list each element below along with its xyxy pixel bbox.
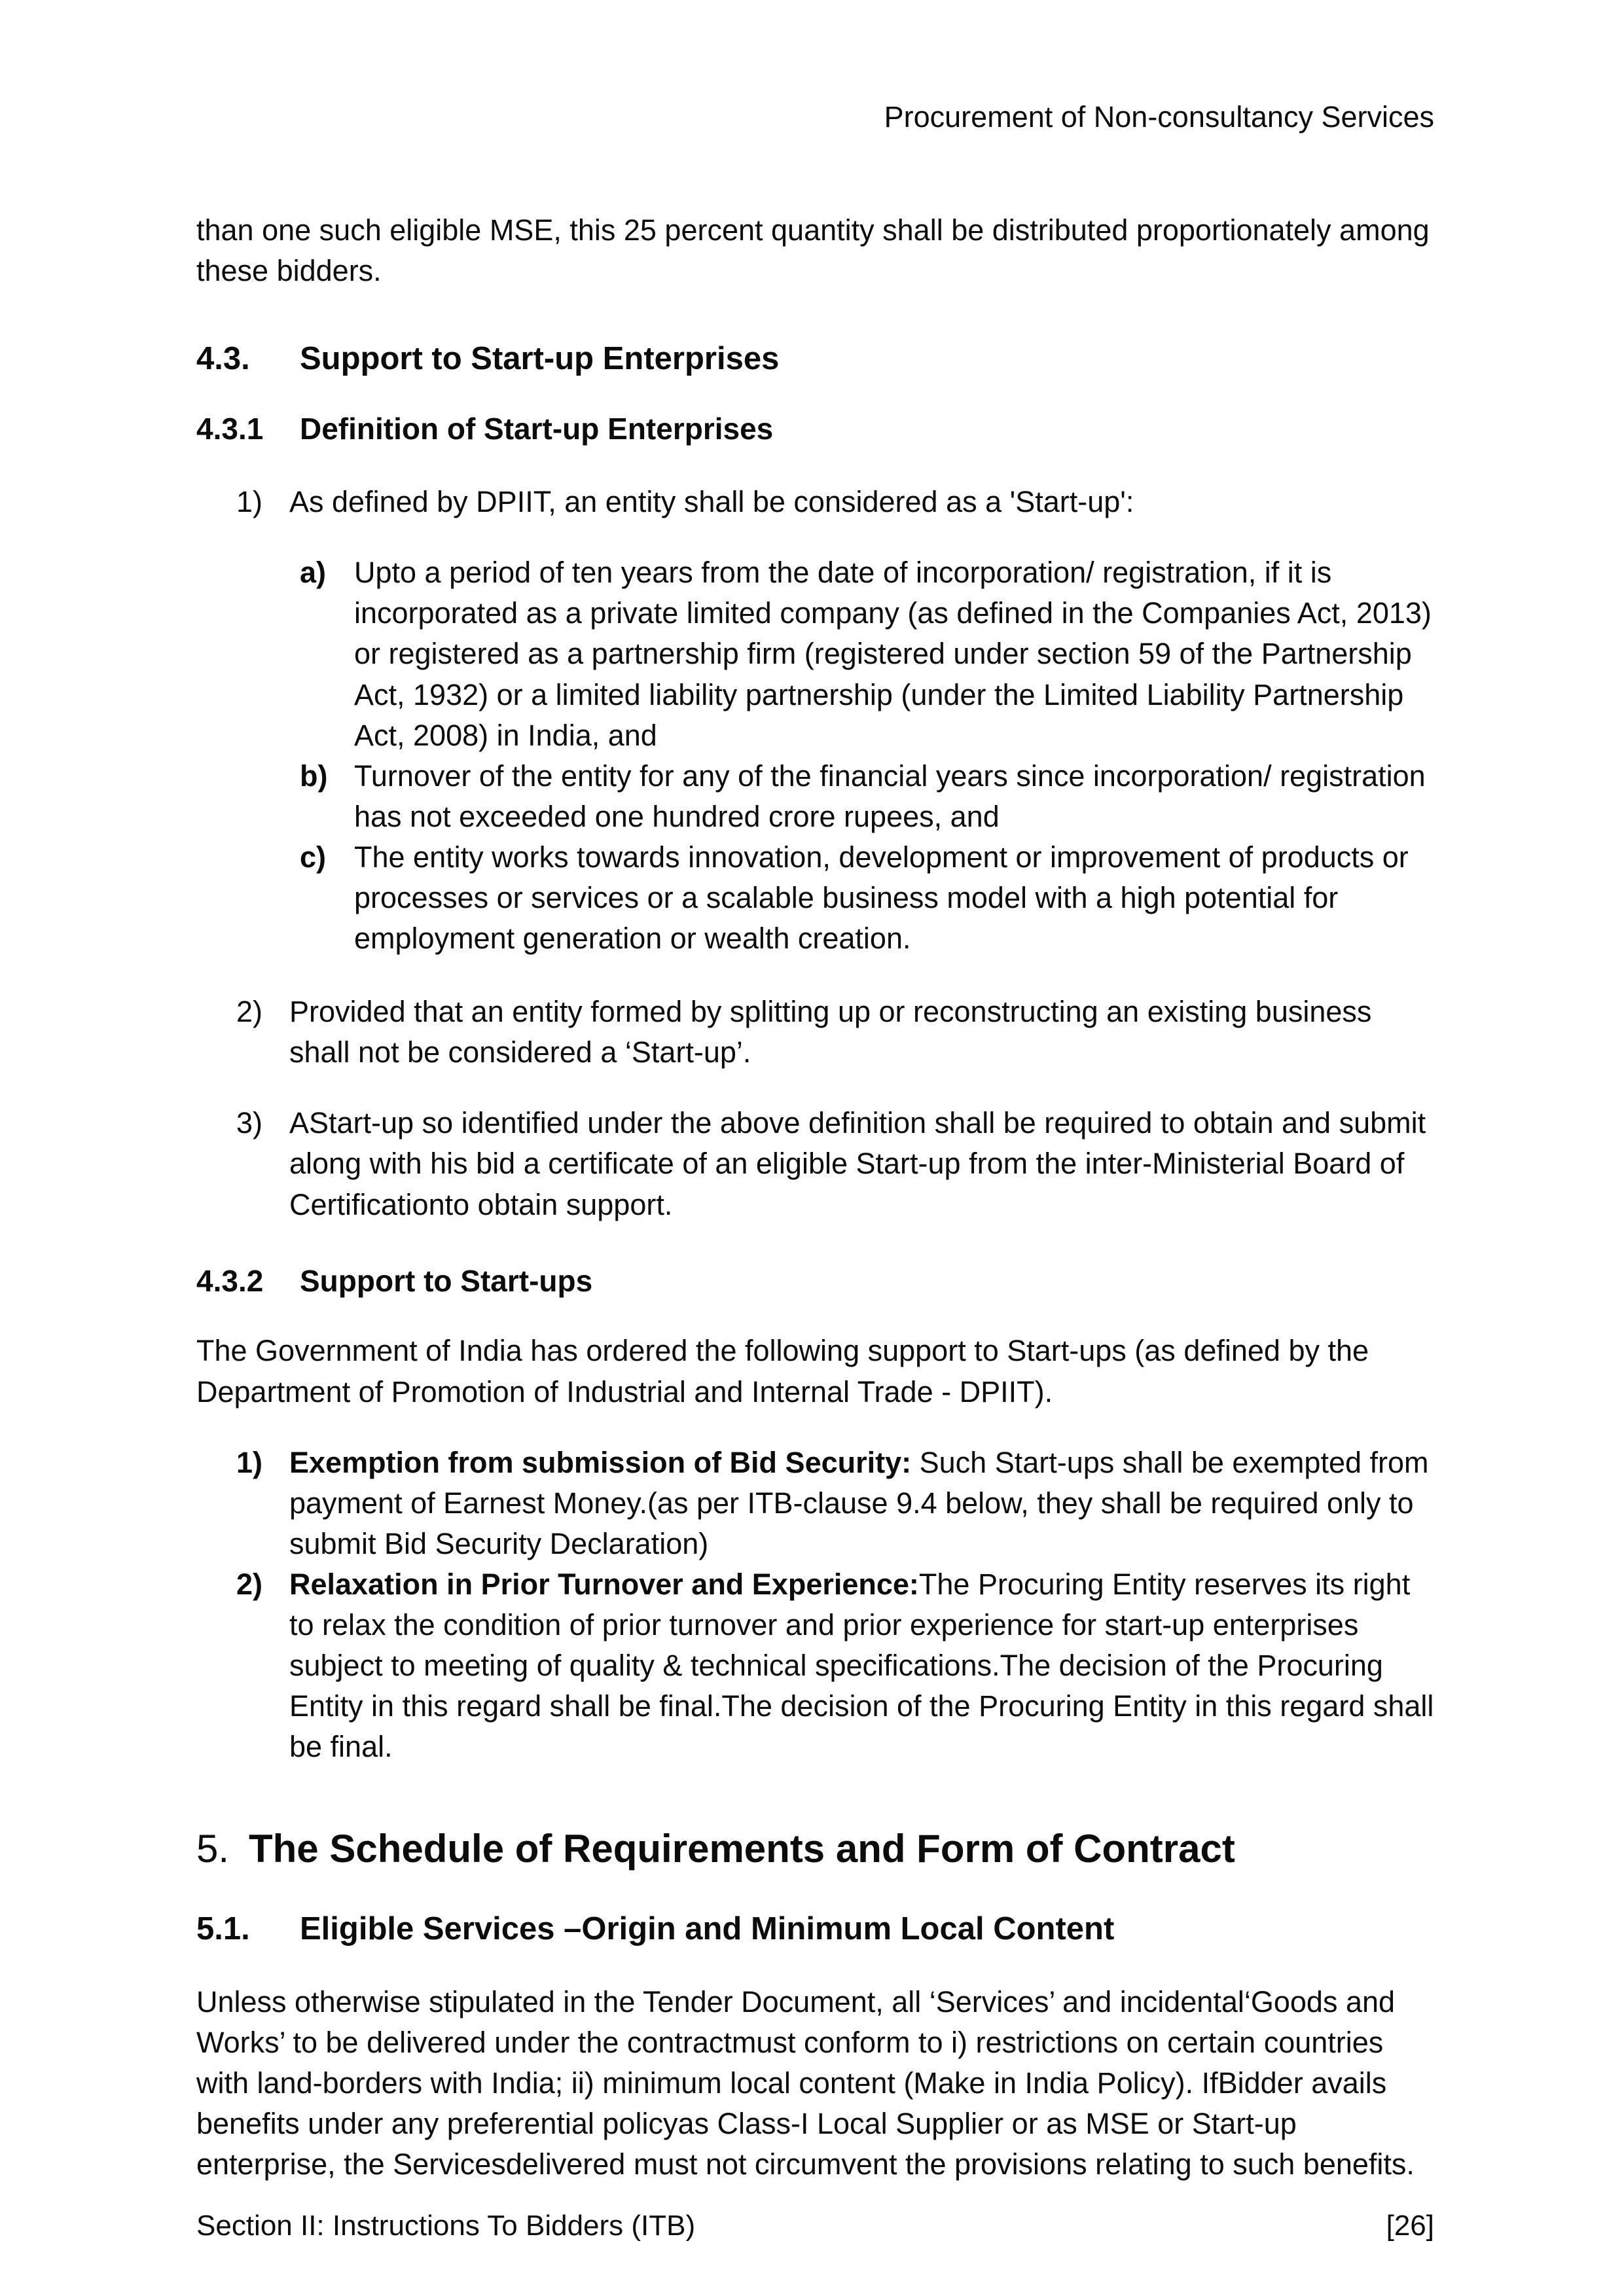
sublist-item-b-marker: b) [300, 759, 328, 793]
document-content [196, 210, 1434, 2185]
support-item-2-body: The Procuring Entity reserves its right to relax the condition of prior turnover and prior experience for start-up enterprises subject to meeting of quality & technical specifications.The decision of the Procuring Entity in this regard shall be final.The decision of the Procuring Entity in this regard shall be final. [289, 1567, 1434, 1764]
heading-5-1-number: 5.1. [196, 1911, 250, 1947]
support-item-1-lead: Exemption from submission of Bid Security: [289, 1445, 912, 1479]
paragraph-5-1: Unless otherwise stipulated in the Tender Document, all ‘Services’ and incidental‘Goods and Works’ to be delivered under the contractmust conform to i) restrictions on certain countries with land-borders with India; ii) minimum local content (Make in India Policy). IfBidder avails benefits under any preferential policyas Class-I Local Supplier or as MSE or Start-up enterprise, the Servicesdelivered must not circumvent the provisions relating to such benefits. [196, 1985, 1415, 2181]
sublist-item-c-text: The entity works towards innovation, development or improvement of products or processes or services or a scalable business model with a high potential for employment generation or wealth creation. [354, 840, 1409, 956]
heading-5-1-title: Eligible Services –Origin and Minimum Local Content [300, 1911, 1115, 1947]
sublist [196, 552, 1434, 959]
footer-page-number: [26] [1386, 2210, 1434, 2242]
sublist-item-b [196, 756, 1434, 837]
list-item-2 [196, 992, 1434, 1073]
list-item-3-marker: 3) [236, 1106, 263, 1140]
sublist-item-c-marker: c) [300, 840, 327, 874]
support-item-1-body: Such Start-ups shall be exempted from payment of Earnest Money.(as per ITB-clause 9.4 below, they shall be required only to submit Bid Security Declaration) [289, 1445, 1429, 1560]
sublist-item-a-text: Upto a period of ten years from the date of incorporation/ registration, if it is incorporated as a private limited company (as defined in the Companies Act, 2013) or registered as a partnership firm (registered under section 59 of the Partnership Act, 1932) or a limited liability partnership (under the Limited Liability Partnership Act, 2008) in India, and [354, 556, 1432, 752]
sublist-item-a-marker: a) [300, 556, 327, 590]
support-item-1-text [289, 1443, 1434, 1564]
heading-5-1 [196, 1909, 1434, 1950]
support-item-2 [196, 1564, 1434, 1767]
sublist-item-a [196, 552, 1434, 755]
page-footer [196, 2210, 1434, 2242]
list-item-2-text: Provided that an entity formed by splitting up or reconstructing an existing business shall not be considered a ‘Start-up’. [289, 995, 1372, 1069]
paragraph-intro: than one such eligible MSE, this 25 percent quantity shall be distributed proportionately among these bidders. [196, 213, 1430, 287]
heading-5 [196, 1823, 1434, 1874]
list-item-1-text: As defined by DPIIT, an entity shall be considered as a 'Start-up': [289, 485, 1134, 519]
sublist-item-c [196, 837, 1434, 959]
list-item-2-marker: 2) [236, 995, 263, 1029]
page-header [196, 98, 1434, 137]
heading-4-3-1-number: 4.3.1 [196, 412, 264, 446]
support-item-2-text [289, 1564, 1434, 1767]
heading-5-title: The Schedule of Requirements and Form of Contract [249, 1827, 1235, 1871]
heading-4-3-number: 4.3. [196, 340, 250, 376]
heading-4-3-2 [196, 1262, 1434, 1301]
list-item-1-marker: 1) [236, 485, 263, 519]
support-item-1 [196, 1443, 1434, 1564]
paragraph-4-3-2: The Government of India has ordered the following support to Start-ups (as defined by the Department of Promotion of Industrial and Internal Trade - DPIIT). [196, 1334, 1369, 1408]
heading-5-number: 5. [196, 1827, 230, 1871]
support-item-1-marker: 1) [236, 1445, 263, 1479]
heading-4-3-2-title: Support to Start-ups [300, 1263, 593, 1298]
list-item-3-text: AStart-up so identified under the above definition shall be required to obtain and submit along with his bid a certificate of an eligible Start-up from the inter-Ministerial Board of Certificationto obtain support. [289, 1106, 1426, 1221]
heading-4-3-1-title: Definition of Start-up Enterprises [300, 412, 774, 446]
list-item-1 [196, 482, 1434, 522]
heading-4-3-2-number: 4.3.2 [196, 1263, 264, 1298]
header-title: Procurement of Non-consultancy Services [884, 100, 1434, 134]
support-list [196, 1443, 1434, 1768]
heading-4-3 [196, 338, 1434, 380]
support-item-2-marker: 2) [236, 1567, 263, 1601]
support-item-2-lead: Relaxation in Prior Turnover and Experience: [289, 1567, 919, 1601]
list-item-3 [196, 1103, 1434, 1225]
footer-section-label: Section II: Instructions To Bidders (ITB) [196, 2210, 696, 2242]
sublist-item-b-text: Turnover of the entity for any of the financial years since incorporation/ registration has not exceeded one hundred crore rupees, and [354, 759, 1426, 833]
heading-4-3-title: Support to Start-up Enterprises [300, 340, 780, 376]
heading-4-3-1 [196, 410, 1434, 449]
